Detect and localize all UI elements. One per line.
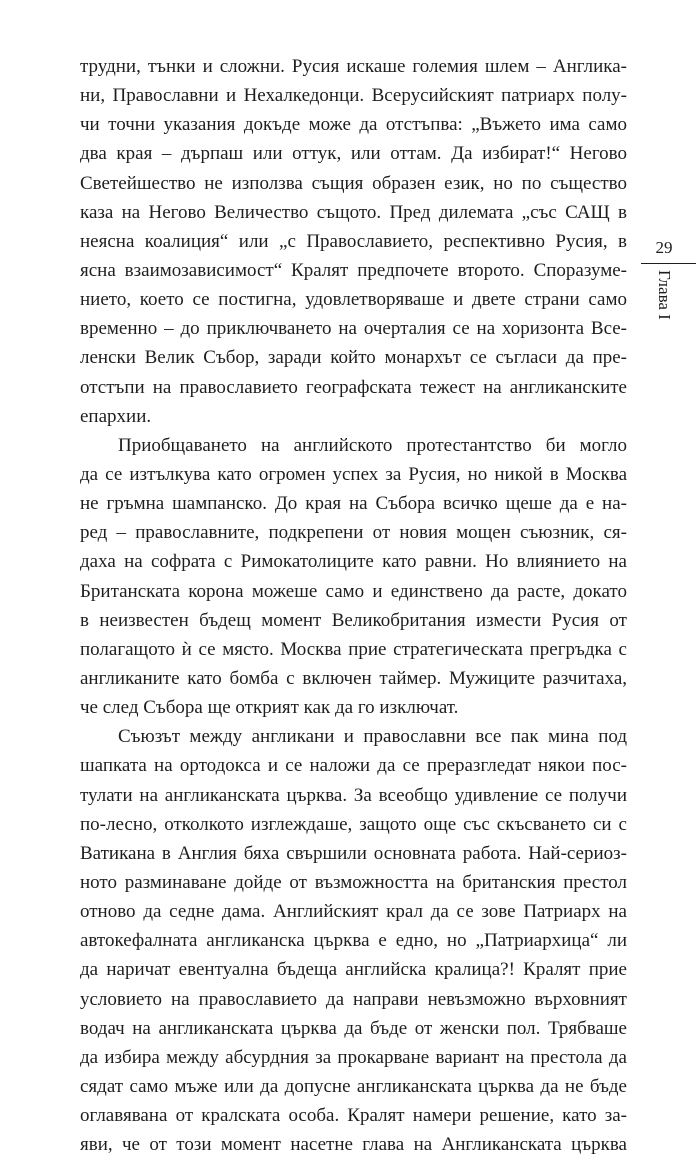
paragraph — [80, 431, 627, 722]
text-line: сядат само мъже или да допусне англиканската църква да не бъде — [80, 1075, 627, 1097]
text-line: да се изтълкува като огромен успех за Русия, но никой в Москва — [80, 463, 627, 485]
text-line: автокефалната англиканска църква е едно, но „Патриархица“ ли — [80, 930, 627, 952]
text-line: нието, което се постигна, удовлетворяваше и двете страни само — [80, 289, 627, 311]
text-line: Светейшество не използва същия образен език, но по същество — [80, 172, 627, 194]
text-line: отстъпи на православието географската тежест на англиканските — [80, 376, 627, 398]
text-line: епархии. — [80, 405, 152, 427]
text-line: ленски Велик Събор, заради който монархът се съгласи да пре- — [80, 347, 627, 369]
text-line: яви, че от този момент насетне глава на Англиканската църква — [80, 1134, 627, 1156]
text-line: да наричат евентуална бъдеща английска кралица?! Кралят прие — [80, 959, 627, 981]
text-line: водач на англиканската църква да бъде от женски пол. Трябваше — [80, 1017, 627, 1039]
text-line: Ватикана в Англия бяха свършили основната работа. Най-сериоз- — [80, 842, 627, 864]
text-line: полагащото ѝ се място. Москва прие стратегическата прегръдка с — [80, 638, 627, 660]
chapter-label: Глава I — [655, 270, 674, 320]
text-line: англиканите като бомба с включен таймер. Мужиците разчитаха, — [80, 667, 627, 689]
text-line: ни, Православни и Нехалкедонци. Всерусийският патриарх полу- — [80, 85, 627, 107]
page-number: 29 — [655, 238, 673, 257]
body-text — [80, 52, 627, 1159]
text-line: Приобщаването на английското протестантство би могло — [118, 434, 627, 456]
text-line: по-лесно, отколкото изглеждаше, защото още със скъсването си с — [80, 813, 627, 835]
text-line: неясна коалиция“ или „с Православието, респективно Русия, в — [80, 230, 627, 252]
text-line: шапката на ортодокса и се наложи да се преразгледат някои пос- — [80, 755, 627, 777]
text-line: временно – до приключването на очерталия се на хоризонта Все- — [80, 318, 627, 340]
text-line: тулати на англиканската църква. За всеобщо удивление се получи — [80, 784, 627, 806]
text-line: ясна взаимозависимост“ Кралят предпочете второто. Споразуме- — [80, 259, 627, 281]
text-line: два края – дърпаш или оттук, или оттам. Да избират!“ Негово — [80, 143, 627, 165]
text-line: не гръмна шампанско. До края на Събора всичко щеше да е на- — [80, 493, 627, 515]
text-line: отново да седне дама. Английският крал да се зове Патриарх на — [80, 901, 627, 923]
text-line: да избира между абсурдния за прокарване вариант на престола да — [80, 1046, 627, 1068]
text-line: в неизвестен бъдещ момент Великобритания измести Русия от — [80, 609, 627, 631]
text-line: каза на Негово Величество същото. Пред дилемата „със САЩ в — [80, 201, 627, 223]
text-line: Съюзът между англикани и православни все пак мина под — [118, 726, 627, 748]
text-line: условието на православието да направи невъзможно върховният — [80, 988, 627, 1010]
text-line: ред – православните, подкрепени от новия мощен съюзник, ся- — [80, 522, 627, 544]
text-line: даха на софрата с Римокатолиците като равни. Но влиянието на — [80, 551, 627, 573]
text-line: трудни, тънки и сложни. Русия искаше големия шлем – Англика- — [80, 56, 627, 77]
text-line: Британската корона можеше само и единствено да расте, докато — [80, 580, 627, 602]
paragraph — [80, 722, 627, 1159]
text-line: оглавявана от кралската особа. Кралят намери решение, като за- — [80, 1105, 627, 1127]
paragraph — [80, 52, 627, 431]
text-line: ното разминаване дойде от възможността на британския престол — [80, 871, 627, 893]
text-line: чи точни указания докъде може да отстъпва: „Въжето има само — [80, 114, 627, 136]
header-rule — [641, 263, 696, 264]
text-line: че след Събора ще открият как да го изключат. — [80, 697, 459, 719]
